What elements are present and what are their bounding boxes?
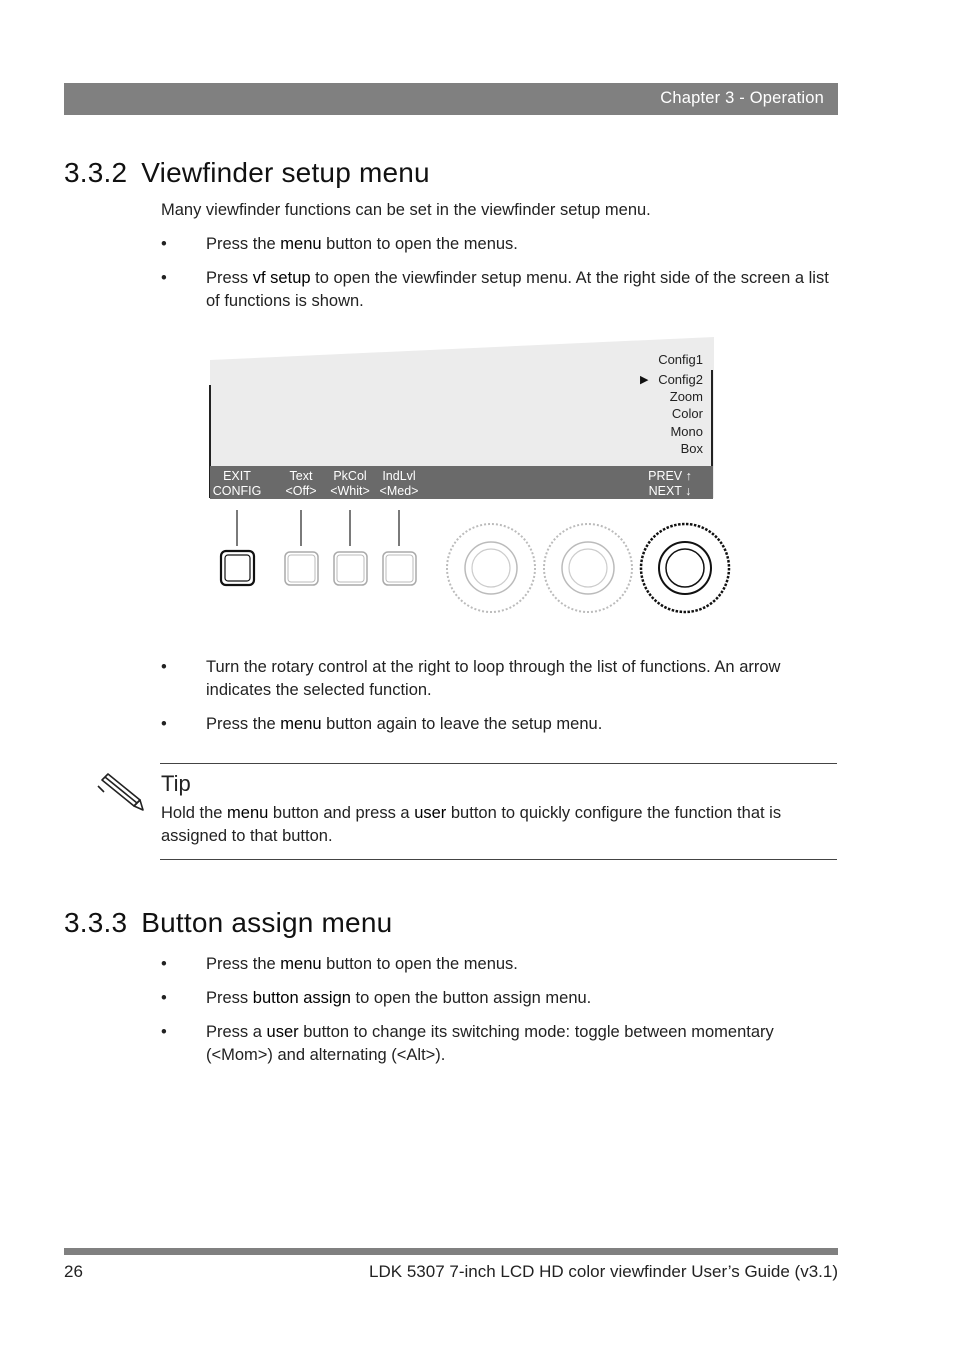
list-item (161, 953, 841, 976)
text-button[interactable] (285, 552, 318, 585)
rotary-knob-middle[interactable] (544, 524, 632, 612)
intro-paragraph: Many viewfinder functions can be set in the viewfinder setup menu. (161, 201, 651, 219)
list-item (161, 713, 841, 736)
viewfinder-menu-figure (200, 330, 740, 620)
bullet-marker: • (161, 235, 167, 253)
pencil-icon (96, 772, 144, 817)
softkey-label: Text (289, 469, 313, 483)
menu-item: Box (680, 441, 703, 456)
menu-item: Config1 (658, 352, 703, 367)
bullet-marker: • (161, 1023, 167, 1041)
document-title: LDK 5307 7-inch LCD HD color viewfinder User’s Guide (v3.1) (369, 1262, 838, 1281)
softkey-value: <Whit> (330, 484, 370, 498)
keyword: user (414, 804, 447, 822)
tip-bottom-rule (160, 859, 837, 860)
text: Turn the rotary control at the right to loop through the list of functions. An arrow indicates the selected function. (206, 658, 781, 699)
menu-item: Mono (670, 424, 703, 439)
list-item (161, 656, 841, 702)
chapter-header-bar (64, 83, 838, 115)
text: Press (206, 989, 253, 1007)
tip-body (161, 802, 837, 848)
softkey-value: <Med> (379, 484, 419, 498)
nav-next-label: NEXT ↓ (648, 484, 692, 498)
section-title: Viewfinder setup menu (141, 157, 430, 188)
text: Press the (206, 955, 281, 973)
bullet-marker: • (161, 658, 167, 676)
rotary-knob-left[interactable] (447, 524, 535, 612)
bullet-marker: • (161, 269, 167, 287)
section-number: 3.3.2 (64, 157, 128, 188)
menu-item: Zoom (669, 389, 703, 404)
nav-prev-label: PREV ↑ (648, 469, 692, 483)
keyword: vf setup (252, 269, 311, 287)
text: button to quickly configure the function that is assigned to that button. (161, 804, 782, 845)
text: Press the (206, 235, 281, 253)
text: button again to leave the setup menu. (321, 715, 603, 733)
indlvl-button[interactable] (383, 552, 416, 585)
text: to open the viewfinder setup menu. At the right side of the screen a list of functions is shown. (206, 269, 829, 310)
list-item (161, 267, 841, 313)
text: button and press a (268, 804, 415, 822)
text: Press a (206, 1023, 267, 1041)
list-item (161, 233, 841, 256)
section-heading-viewfinder-setup (64, 157, 430, 189)
softkey-label: IndLvl (382, 469, 416, 483)
pkcol-button[interactable] (334, 552, 367, 585)
page-number: 26 (64, 1262, 83, 1281)
softkey-value: <Off> (285, 484, 317, 498)
menu-item: Color (671, 406, 703, 421)
keyword: button assign (252, 989, 351, 1007)
section-number: 3.3.3 (64, 907, 128, 938)
tip-top-rule (160, 763, 837, 764)
tip-title: Tip (161, 771, 191, 796)
keyword: menu (280, 715, 322, 733)
text: button to change its switching mode: toggle between momentary (<Mom>) and alternating (<Alt>). (206, 1023, 774, 1064)
footer-bar (64, 1248, 838, 1255)
chapter-label: Chapter 3 - Operation (660, 89, 824, 107)
softkey-value: CONFIG (212, 484, 262, 498)
text: Press (206, 269, 253, 287)
text: Press the (206, 715, 281, 733)
section-title: Button assign menu (141, 907, 393, 938)
text: button to open the menus. (321, 235, 518, 253)
keyword: menu (280, 955, 322, 973)
selector-arrow-icon: ▶ (640, 374, 649, 386)
bullet-marker: • (161, 955, 167, 973)
menu-item-selected: Config2 (658, 372, 703, 387)
list-item (161, 1021, 841, 1067)
text: button to open the menus. (321, 955, 518, 973)
bullet-marker: • (161, 715, 167, 733)
keyword: menu (280, 235, 322, 253)
text: Hold the (161, 804, 228, 822)
keyword: menu (227, 804, 269, 822)
bullet-marker: • (161, 989, 167, 1007)
text: to open the button assign menu. (350, 989, 592, 1007)
softkey-label: EXIT (223, 469, 251, 483)
keyword: user (266, 1023, 299, 1041)
rotary-knob-right[interactable] (641, 524, 729, 612)
list-item (161, 987, 841, 1010)
section-heading-button-assign (64, 907, 392, 939)
softkey-label: PkCol (333, 469, 367, 483)
